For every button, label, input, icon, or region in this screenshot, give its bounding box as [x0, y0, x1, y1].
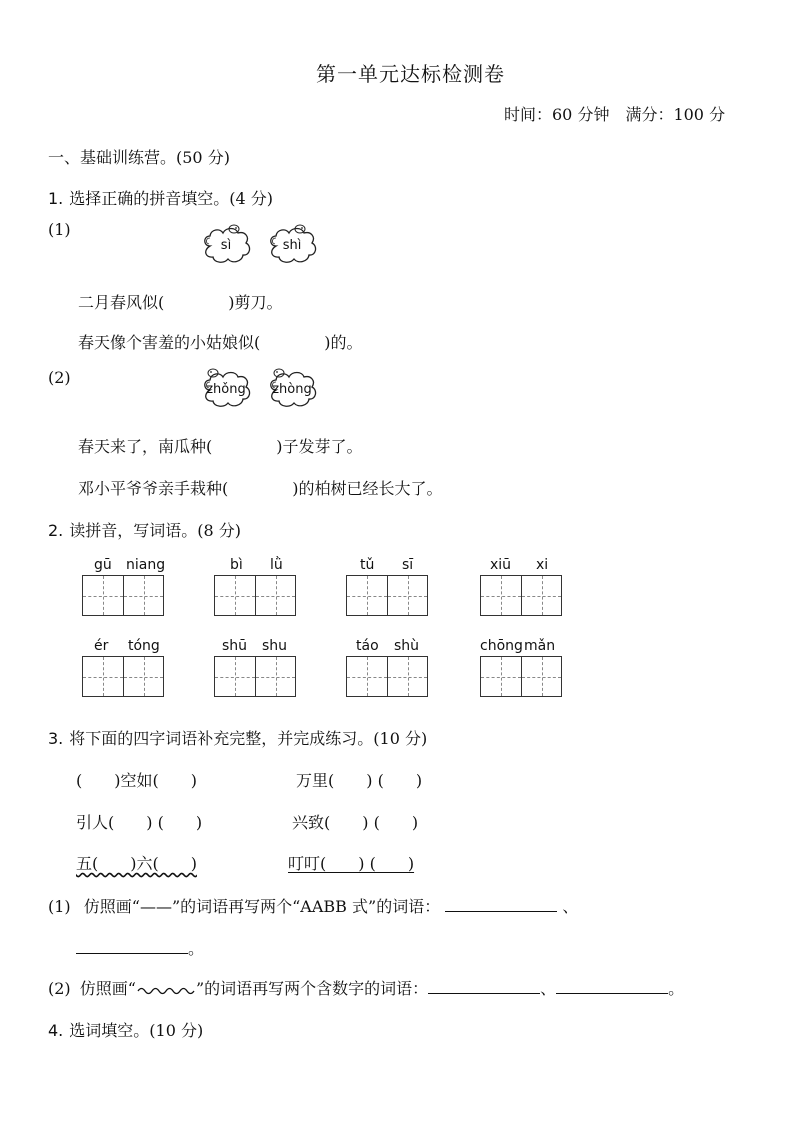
- part-label: (1): [48, 220, 71, 239]
- char-box[interactable]: [387, 575, 428, 616]
- pinyin-cloud: [266, 366, 316, 410]
- char-box[interactable]: [214, 656, 255, 697]
- question-text: 读拼音，写词语。(8 分): [69, 521, 242, 540]
- char-box[interactable]: [521, 656, 562, 697]
- char-box[interactable]: [82, 656, 123, 697]
- pinyin-label: tóng: [128, 638, 160, 654]
- question-text: 选词填空。(10 分): [69, 1021, 204, 1040]
- pinyin-cloud: [200, 222, 250, 266]
- char-box[interactable]: [346, 656, 387, 697]
- subquestion-text: 仿照画“: [79, 979, 136, 998]
- pinyin-label: tǔ: [360, 557, 375, 573]
- separator: 、: [540, 979, 557, 998]
- pinyin-label: xiū: [490, 557, 512, 573]
- question-number: 1.: [48, 189, 64, 208]
- subquestion-2: [48, 976, 684, 999]
- pinyin-label: xi: [536, 557, 549, 573]
- answer-boxes[interactable]: [82, 656, 164, 698]
- question-3: [48, 726, 427, 749]
- fill-sentence: 春天像个害羞的小姑娘似( )的。: [78, 333, 363, 352]
- char-box[interactable]: [480, 575, 521, 616]
- question-2: [48, 518, 241, 541]
- writing-grid: [480, 638, 564, 700]
- pinyin-label: gū: [94, 557, 112, 573]
- writing-grid: [346, 638, 430, 700]
- idiom-fill: 引人( ) ( ): [76, 813, 203, 832]
- pinyin-label: mǎn: [524, 638, 556, 654]
- pinyin-label: táo: [356, 638, 379, 654]
- fill-sentence: 邓小平爷爷亲手栽种( )的柏树已经长大了。: [78, 479, 443, 498]
- answer-blank[interactable]: [445, 895, 557, 912]
- char-box[interactable]: [346, 575, 387, 616]
- question-1: [48, 186, 273, 209]
- char-box[interactable]: [123, 575, 164, 616]
- pinyin-option: shì: [282, 238, 302, 253]
- writing-grid: [214, 557, 298, 619]
- answer-boxes[interactable]: [214, 656, 296, 698]
- char-box[interactable]: [214, 575, 255, 616]
- pinyin-option: zhǒng: [206, 382, 246, 397]
- subquestion-label: (2): [48, 979, 71, 998]
- char-box[interactable]: [255, 656, 296, 697]
- writing-grid: [214, 638, 298, 700]
- idiom-fill-underlined: 叮叮( ) ( ): [288, 854, 415, 873]
- wavy-line-icon: [136, 985, 196, 995]
- question-number: 2.: [48, 521, 64, 540]
- idiom-fill-wavy: 五( )六( ): [76, 854, 197, 873]
- char-box[interactable]: [123, 656, 164, 697]
- writing-grid: [82, 557, 166, 619]
- section-heading: 一、基础训练营。(50 分): [48, 148, 230, 167]
- pinyin-option: sì: [220, 238, 232, 253]
- pinyin-label: lǜ: [270, 557, 283, 573]
- answer-boxes[interactable]: [480, 656, 562, 698]
- pinyin-label: shū: [222, 638, 248, 654]
- pinyin-cloud: [200, 366, 250, 410]
- separator: 、: [562, 897, 579, 916]
- end-mark: 。: [668, 979, 685, 998]
- subquestion-1-cont: [76, 936, 204, 959]
- subquestion-1: [48, 894, 578, 917]
- end-mark: 。: [188, 939, 205, 958]
- question-number: 3.: [48, 729, 64, 748]
- page-title: 第一单元达标检测卷: [316, 62, 505, 86]
- pinyin-option: zhòng: [272, 382, 312, 397]
- char-box[interactable]: [255, 575, 296, 616]
- subquestion-text: ”的词语再写两个含数字的词语：: [195, 979, 429, 998]
- pinyin-label: shù: [394, 638, 420, 654]
- fill-sentence: 二月春风似( )剪刀。: [78, 293, 283, 312]
- answer-boxes[interactable]: [346, 575, 428, 617]
- idiom-fill: 兴致( ) ( ): [292, 813, 419, 832]
- char-box[interactable]: [480, 656, 521, 697]
- idiom-fill: ( )空如( ): [76, 771, 197, 790]
- answer-boxes[interactable]: [346, 656, 428, 698]
- char-box[interactable]: [521, 575, 562, 616]
- question-text: 选择正确的拼音填空。(4 分): [69, 189, 274, 208]
- answer-blank[interactable]: [428, 977, 540, 994]
- idiom-fill: 万里( ) ( ): [296, 771, 423, 790]
- question-4: [48, 1018, 203, 1041]
- writing-grid: [346, 557, 430, 619]
- question-number: 4.: [48, 1021, 64, 1040]
- part-label: (2): [48, 368, 71, 387]
- answer-blank[interactable]: [76, 937, 188, 954]
- fill-sentence: 春天来了，南瓜种( )子发芽了。: [78, 437, 363, 456]
- answer-blank[interactable]: [556, 977, 668, 994]
- pinyin-cloud: [266, 222, 316, 266]
- char-box[interactable]: [82, 575, 123, 616]
- subquestion-label: (1): [48, 897, 71, 916]
- exam-meta: 时间：60 分钟 满分：100 分: [504, 105, 726, 124]
- question-text: 将下面的四字词语补充完整，并完成练习。(10 分): [69, 729, 428, 748]
- writing-grid: [480, 557, 564, 619]
- subquestion-text: 仿照画“——”的词语再写两个“AABB 式”的词语：: [83, 897, 441, 916]
- answer-boxes[interactable]: [82, 575, 164, 617]
- writing-grid: [82, 638, 166, 700]
- answer-boxes[interactable]: [480, 575, 562, 617]
- pinyin-label: chōng: [480, 638, 523, 654]
- pinyin-label: ér: [94, 638, 109, 654]
- pinyin-label: sī: [402, 557, 414, 573]
- pinyin-label: shu: [262, 638, 288, 654]
- char-box[interactable]: [387, 656, 428, 697]
- pinyin-label: niang: [126, 557, 166, 573]
- answer-boxes[interactable]: [214, 575, 296, 617]
- pinyin-label: bì: [230, 557, 243, 573]
